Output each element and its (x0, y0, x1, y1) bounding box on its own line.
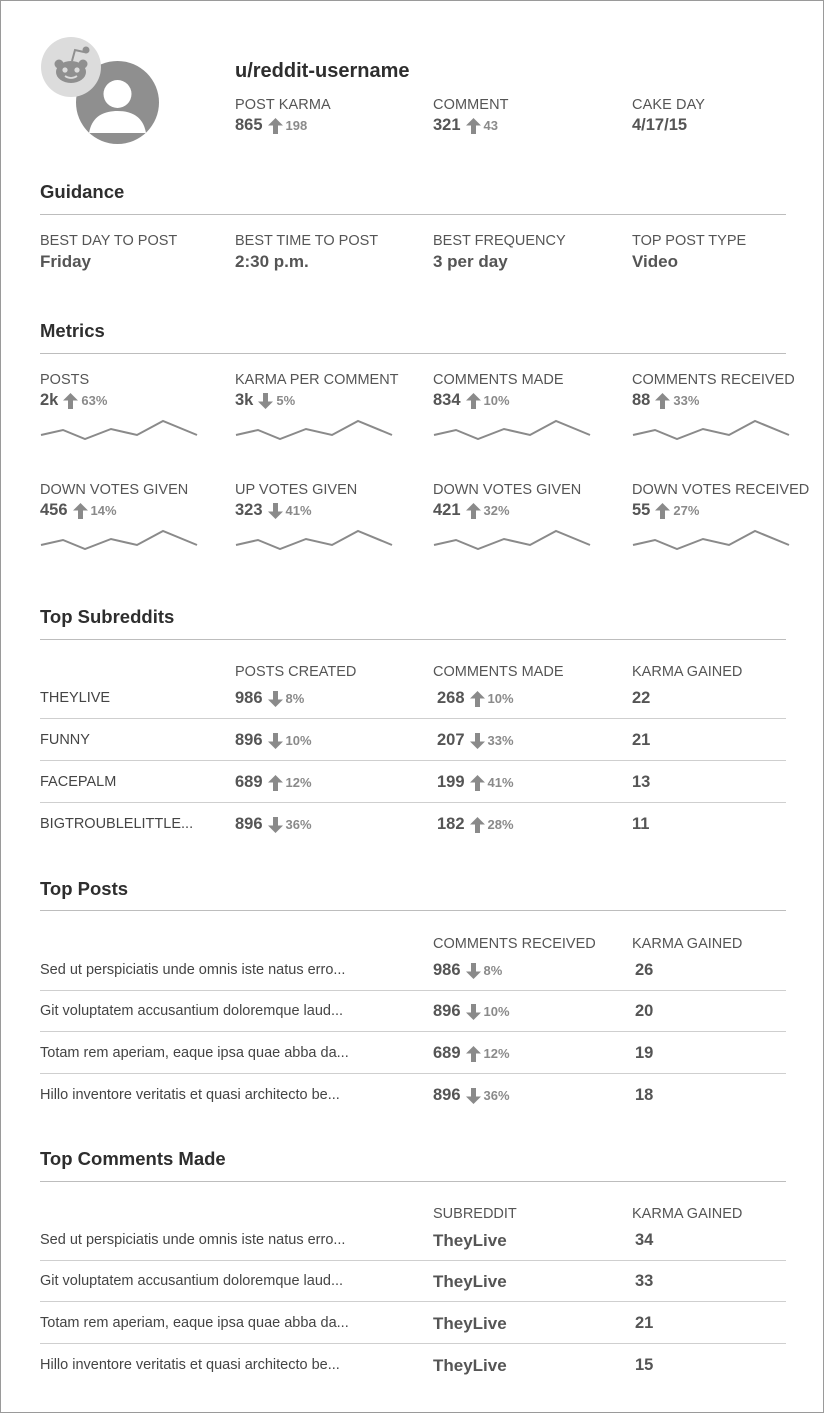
karma-gained-cell: 34 (635, 1231, 654, 1249)
sparkline (433, 418, 593, 440)
metric-value: 834 (433, 391, 461, 409)
arrow-down-icon (469, 733, 486, 749)
arrow-down-icon (257, 393, 274, 409)
metric-delta: 14% (90, 503, 117, 518)
metric-label: UP VOTES GIVEN (235, 482, 358, 498)
arrow-up-icon (469, 775, 486, 791)
column-header: KARMA GAINED (632, 664, 743, 680)
divider (40, 639, 786, 640)
metrics-title: Metrics (40, 320, 105, 341)
guidance-item (433, 233, 566, 272)
post-title[interactable]: Hillo inventore veritatis et quasi architecto be... (40, 1087, 340, 1103)
arrow-up-icon (465, 1046, 482, 1062)
divider (40, 910, 786, 911)
metric-value: 456 (40, 501, 68, 519)
avatar[interactable] (41, 37, 161, 147)
metric-delta: 63% (81, 393, 108, 408)
cell-delta: 41% (487, 775, 514, 790)
arrow-down-icon (267, 691, 284, 707)
column-header: KARMA GAINED (632, 1206, 743, 1222)
comment-text[interactable]: Totam rem aperiam, eaque ipsa quae abba da... (40, 1315, 349, 1331)
sparkline (235, 418, 395, 440)
comments-received-cell (433, 1044, 510, 1063)
metric-value-row (40, 501, 220, 520)
reddit-snoo-icon (41, 37, 101, 97)
cell-value: 986 (433, 961, 461, 979)
cell-delta: 10% (487, 691, 514, 706)
subreddit-name[interactable]: BIGTROUBLELITTLE... (40, 816, 194, 832)
arrow-up-icon (469, 817, 486, 833)
cell-value: 268 (437, 689, 465, 707)
metric-value-row (433, 391, 613, 410)
cell-delta: 28% (487, 817, 514, 832)
stat-value: 4/17/15 (632, 116, 688, 134)
stat-label: CAKE DAY (632, 97, 706, 113)
guidance-label: BEST DAY TO POST (40, 233, 178, 249)
metric-delta: 27% (673, 503, 700, 518)
row-divider (40, 802, 786, 803)
metric-card[interactable] (40, 482, 220, 550)
comments-received-cell (433, 1086, 510, 1105)
stat-value: 321 (433, 116, 461, 134)
sparkline (433, 528, 593, 550)
arrow-up-icon (654, 393, 671, 409)
posts-created-cell (235, 773, 312, 792)
metric-value: 421 (433, 501, 461, 519)
arrow-up-icon (465, 118, 482, 134)
username: u/reddit-username (235, 60, 410, 82)
metric-label: DOWN VOTES GIVEN (40, 482, 189, 498)
karma-gained-cell: 19 (635, 1044, 654, 1062)
top-comments-title: Top Comments Made (40, 1148, 226, 1169)
cell-delta: 33% (487, 733, 514, 748)
karma-gained-cell: 26 (635, 961, 654, 979)
top-posts-title: Top Posts (40, 878, 129, 899)
metric-value: 55 (632, 501, 651, 519)
metric-value-row (235, 391, 415, 410)
stat-label: POST KARMA (235, 97, 331, 113)
column-header: COMMENTS RECEIVED (433, 936, 596, 952)
arrow-up-icon (62, 393, 79, 409)
post-karma-stat (235, 97, 331, 135)
guidance-label: TOP POST TYPE (632, 233, 747, 249)
karma-gained-cell: 21 (632, 731, 651, 749)
cell-value: 896 (235, 815, 263, 833)
comment-text[interactable]: Git voluptatem accusantium doloremque laud... (40, 1273, 344, 1289)
karma-gained-cell: 21 (635, 1314, 654, 1332)
metric-value-row (632, 501, 812, 520)
cell-delta: 10% (483, 1004, 510, 1019)
karma-gained-cell: 33 (635, 1272, 654, 1290)
posts-created-cell (235, 689, 304, 708)
arrow-up-icon (267, 775, 284, 791)
guidance-label: BEST FREQUENCY (433, 233, 566, 249)
cell-delta: 12% (483, 1046, 510, 1061)
metric-value: 2k (40, 391, 59, 409)
metric-label: DOWN VOTES GIVEN (433, 482, 582, 498)
cell-delta: 12% (285, 775, 312, 790)
posts-created-cell (235, 731, 312, 750)
arrow-down-icon (267, 817, 284, 833)
guidance-value: Video (632, 252, 678, 271)
arrow-up-icon (469, 691, 486, 707)
top-subreddits-title: Top Subreddits (40, 606, 175, 627)
cell-value: 199 (437, 773, 465, 791)
row-divider (40, 1073, 786, 1074)
sparkline (40, 418, 200, 440)
row-divider (40, 1343, 786, 1344)
karma-gained-cell: 11 (632, 815, 650, 833)
arrow-down-icon (267, 503, 284, 519)
karma-gained-cell: 20 (635, 1002, 654, 1020)
cell-value: 182 (437, 815, 465, 833)
cell-value: 986 (235, 689, 263, 707)
arrow-up-icon (465, 393, 482, 409)
metric-card[interactable] (632, 482, 812, 550)
metric-delta: 41% (285, 503, 312, 518)
row-divider (40, 718, 786, 719)
sparkline (40, 528, 200, 550)
column-header: SUBREDDIT (433, 1206, 517, 1222)
arrow-down-icon (267, 733, 284, 749)
arrow-down-icon (465, 1004, 482, 1020)
guidance-value: Friday (40, 252, 92, 271)
subreddit-name[interactable]: FACEPALM (40, 774, 117, 790)
arrow-up-icon (267, 118, 284, 134)
row-divider (40, 990, 786, 991)
metric-label: COMMENTS RECEIVED (632, 372, 795, 388)
comment-karma-stat (433, 97, 509, 135)
comments-made-cell (437, 815, 514, 834)
metric-card[interactable] (433, 482, 613, 550)
metric-label: POSTS (40, 372, 90, 388)
cell-value: 207 (437, 731, 465, 749)
metric-label: DOWN VOTES RECEIVED (632, 482, 810, 498)
karma-gained-cell: 15 (635, 1356, 654, 1374)
sparkline (632, 418, 792, 440)
comments-made-cell (437, 773, 514, 792)
comment-text[interactable]: Hillo inventore veritatis et quasi architecto be... (40, 1357, 340, 1373)
metric-delta: 33% (673, 393, 700, 408)
metric-value-row (235, 501, 415, 520)
cell-delta: 10% (285, 733, 312, 748)
row-divider (40, 1031, 786, 1032)
metric-card[interactable] (632, 372, 812, 440)
comments-made-cell (437, 689, 514, 708)
subreddit-link[interactable]: TheyLive (433, 1231, 507, 1250)
cell-delta: 36% (483, 1088, 510, 1103)
cell-value: 896 (433, 1086, 461, 1104)
metric-card[interactable] (40, 372, 220, 440)
subreddit-link[interactable]: TheyLive (433, 1356, 507, 1375)
row-divider (40, 1260, 786, 1261)
subreddit-link[interactable]: TheyLive (433, 1272, 507, 1291)
metric-card[interactable] (235, 482, 415, 550)
guidance-value: 3 per day (433, 252, 508, 271)
post-title[interactable]: Sed ut perspiciatis unde omnis iste natus erro... (40, 962, 346, 978)
stat-value: 865 (235, 116, 263, 134)
cell-delta: 36% (285, 817, 312, 832)
cell-value: 689 (235, 773, 263, 791)
row-divider (40, 1301, 786, 1302)
cell-value: 896 (433, 1002, 461, 1020)
comments-made-cell (437, 731, 514, 750)
sparkline (235, 528, 395, 550)
metric-value: 88 (632, 391, 651, 409)
column-header: POSTS CREATED (235, 664, 357, 680)
arrow-up-icon (654, 503, 671, 519)
subreddit-name[interactable]: THEYLIVE (40, 690, 111, 706)
guidance-item (235, 233, 378, 272)
subreddit-link[interactable]: TheyLive (433, 1314, 507, 1333)
karma-gained-cell: 22 (632, 689, 651, 707)
guidance-item (40, 233, 177, 272)
sparkline (632, 528, 792, 550)
column-header: KARMA GAINED (632, 936, 743, 952)
cell-value: 689 (433, 1044, 461, 1062)
guidance-value: 2:30 p.m. (235, 252, 309, 271)
cake-day-stat (632, 97, 705, 135)
divider (40, 214, 786, 215)
metric-card[interactable] (235, 372, 415, 440)
metric-delta: 32% (483, 503, 510, 518)
metric-delta: 5% (276, 393, 296, 408)
metric-value-row (632, 391, 812, 410)
metric-value-row (40, 391, 220, 410)
post-title[interactable]: Git voluptatem accusantium doloremque laud... (40, 1003, 344, 1019)
metric-label: KARMA PER COMMENT (235, 372, 399, 388)
guidance-title: Guidance (40, 181, 125, 202)
metric-value: 3k (235, 391, 254, 409)
karma-gained-cell: 13 (632, 773, 651, 791)
metric-value: 323 (235, 501, 263, 519)
cell-delta: 8% (285, 691, 305, 706)
subreddit-name[interactable]: FUNNY (40, 732, 90, 748)
metric-delta: 10% (483, 393, 510, 408)
metric-value-row (433, 501, 613, 520)
karma-gained-cell: 18 (635, 1086, 654, 1104)
comments-received-cell (433, 1002, 510, 1021)
cell-value: 896 (235, 731, 263, 749)
stat-delta: 198 (285, 118, 308, 133)
guidance-item (632, 233, 746, 272)
stat-delta: 43 (483, 118, 498, 133)
cell-delta: 8% (483, 963, 503, 978)
comments-received-cell (433, 961, 502, 980)
divider (40, 1181, 786, 1182)
arrow-down-icon (465, 1088, 482, 1104)
metric-card[interactable] (433, 372, 613, 440)
arrow-down-icon (465, 963, 482, 979)
guidance-label: BEST TIME TO POST (235, 233, 379, 249)
row-divider (40, 760, 786, 761)
stat-label: COMMENT (433, 97, 509, 113)
arrow-up-icon (465, 503, 482, 519)
post-title[interactable]: Totam rem aperiam, eaque ipsa quae abba da... (40, 1045, 349, 1061)
column-header: COMMENTS MADE (433, 664, 564, 680)
posts-created-cell (235, 815, 312, 834)
arrow-up-icon (72, 503, 89, 519)
divider (40, 353, 786, 354)
comment-text[interactable]: Sed ut perspiciatis unde omnis iste natus erro... (40, 1232, 346, 1248)
metric-label: COMMENTS MADE (433, 372, 564, 388)
